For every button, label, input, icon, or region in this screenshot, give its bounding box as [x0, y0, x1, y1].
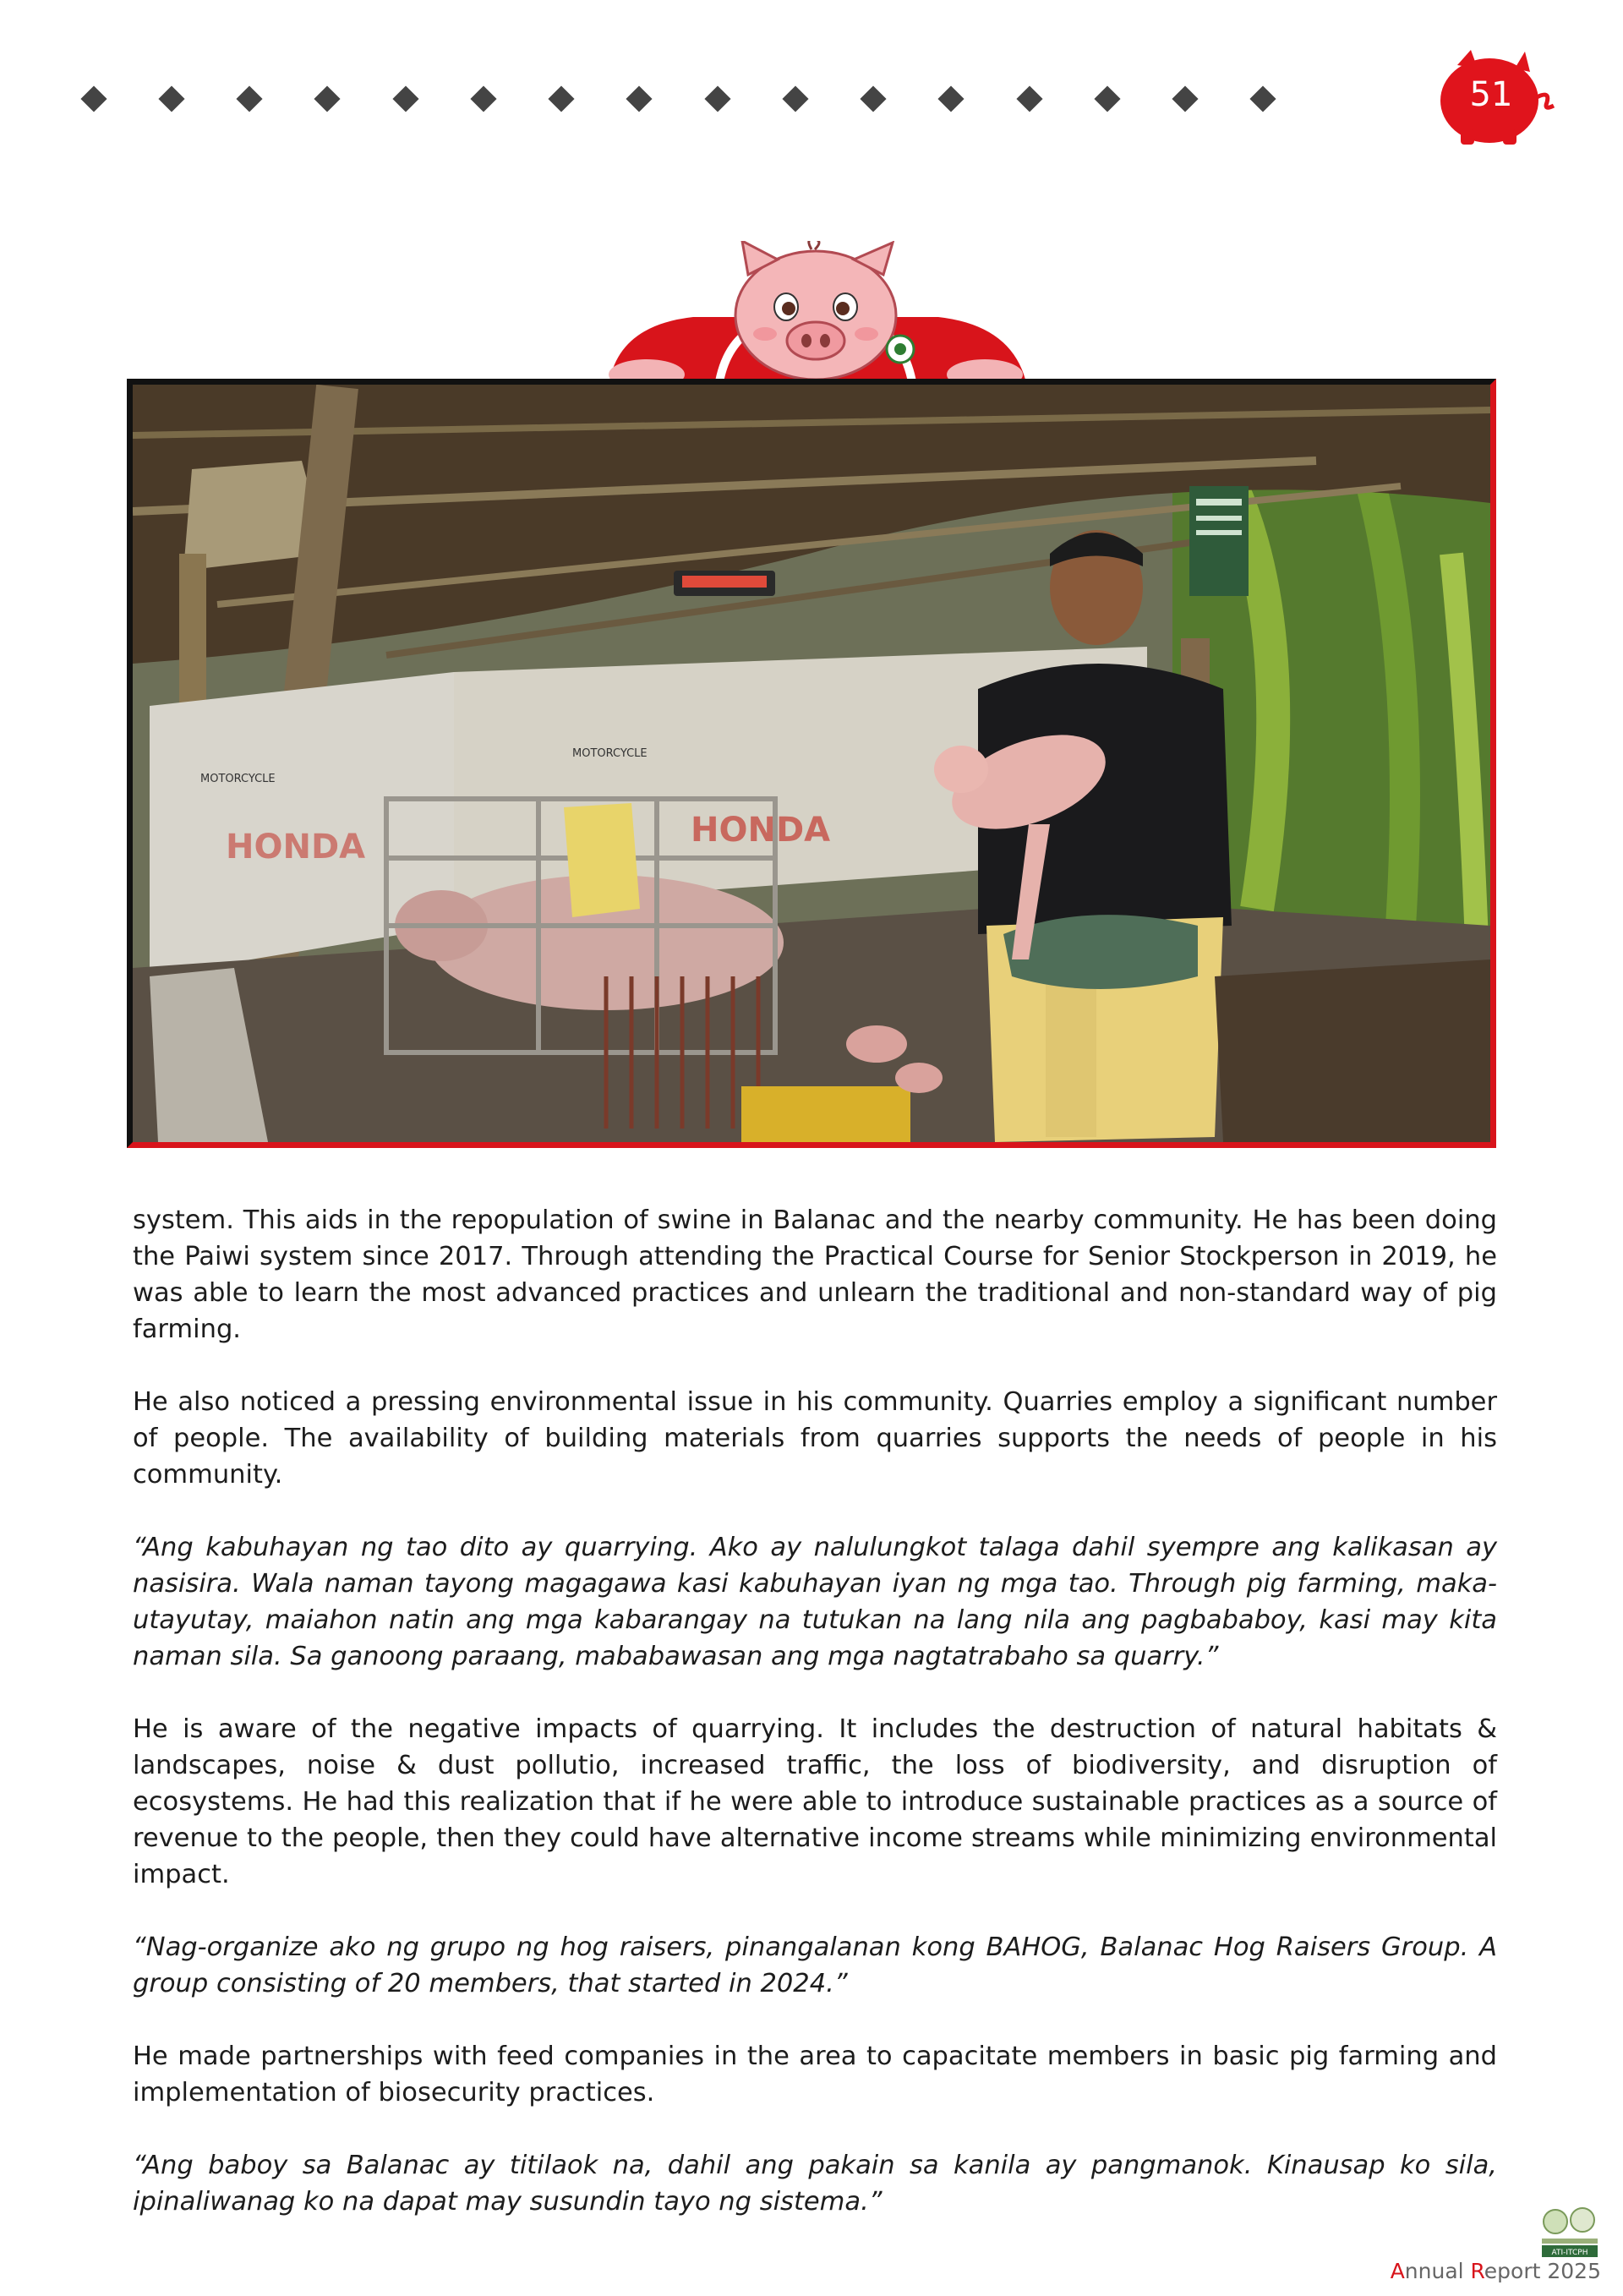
body-paragraph: system. This aids in the repopulation of swine in Balanac and the nearby community. He has been doing the Paiwi system since 2017. Through attending the Practical Course for Senior Stockperson in 2019, he was able to learn the most advanced practices and unlearn the traditional and non-standard way of pig farming. — [133, 1205, 1497, 1344]
ati-itcph-logo — [1540, 2205, 1599, 2259]
footer-accent-a: A — [1390, 2259, 1405, 2283]
body-paragraph: He made partnerships with feed companies in the area to capacitate members in basic pig farming and implementation of biosecurity practices. — [133, 2042, 1497, 2107]
quote-paragraph: “Ang baboy sa Balanac ay titilaok na, dahil ang pakain sa kanila ay pangmanok. Kinausap ko sila, ipinaliwanag ko na dapat may susundin tayo ng sistema.” — [133, 2151, 1497, 2217]
diamond-ornament — [937, 85, 964, 112]
diamond-ornament — [470, 85, 496, 112]
pig-mascot-illustration — [600, 241, 1031, 386]
diamond-ornament — [314, 85, 340, 112]
tarp-label: HONDA — [691, 811, 831, 850]
diamond-ornament — [782, 85, 808, 112]
article-body — [133, 1202, 1497, 2256]
diamond-ornament — [1016, 85, 1042, 112]
diamond-ornament — [1172, 85, 1198, 112]
diamond-ornament — [80, 85, 107, 112]
tarp-label: HONDA — [226, 828, 366, 866]
diamond-ornament — [860, 85, 886, 112]
diamond-ornament — [1249, 85, 1276, 112]
page-number: 51 — [1469, 75, 1513, 114]
farmer-with-piglet-photo — [127, 379, 1496, 1148]
diamond-ornament — [704, 85, 730, 112]
diamond-ornament — [548, 85, 574, 112]
body-paragraph: He also noticed a pressing environmental issue in his community. Quarries employ a significant number of people. The availability of building materials from quarries supports the needs of people in his community. — [133, 1387, 1497, 1490]
diamond-ornament — [158, 85, 184, 112]
page-number-badge — [1437, 46, 1560, 148]
tarp-label: MOTORCYCLE — [572, 747, 648, 760]
header-diamond-row — [85, 85, 1285, 115]
diamond-ornament — [1094, 85, 1120, 112]
diamond-ornament — [236, 85, 262, 112]
body-paragraph: He is aware of the negative impacts of quarrying. It includes the destruction of natural habitats & landscapes, noise & dust pollutio, increased traffic, the loss of biodiversity, and disruption of ecosystems. He had this realization that if he were able to introduce sustainable practices as a source of revenue to the people, then they could have alternative income streams while minimizing environmental impact. — [133, 1714, 1497, 1889]
footer-text-part: nnual — [1404, 2259, 1471, 2283]
diamond-ornament — [392, 85, 418, 112]
quote-paragraph: “Nag-organize ako ng grupo ng hog raisers, pinangalanan kong BAHOG, Balanac Hog Raisers Group. A group consisting of 20 members, that started in 2024.” — [133, 1932, 1497, 1998]
footer-text-part: eport 2025 — [1484, 2259, 1601, 2283]
annual-report-footer — [1352, 2259, 1601, 2283]
footer-accent-r: R — [1470, 2259, 1484, 2283]
quote-paragraph: “Ang kabuhayan ng tao dito ay quarrying. Ako ay nalulungkot talaga dahil syempre ang kalikasan ay nasisira. Wala naman tayong magagawa kasi kabuhayan iyan ng mga tao. Through pig farming, maka-utayutay, maiahon natin ang mga kabarangay na tutukan na lang nila ang pagbababoy, kasi may kita naman sila. Sa ganoong paraang, mababawasan ang mga nagtatrabaho sa quarry.” — [133, 1533, 1497, 1671]
logo-text: ATI-ITCPH — [1551, 2249, 1588, 2257]
diamond-ornament — [626, 85, 652, 112]
tarp-label: MOTORCYCLE — [200, 773, 276, 785]
